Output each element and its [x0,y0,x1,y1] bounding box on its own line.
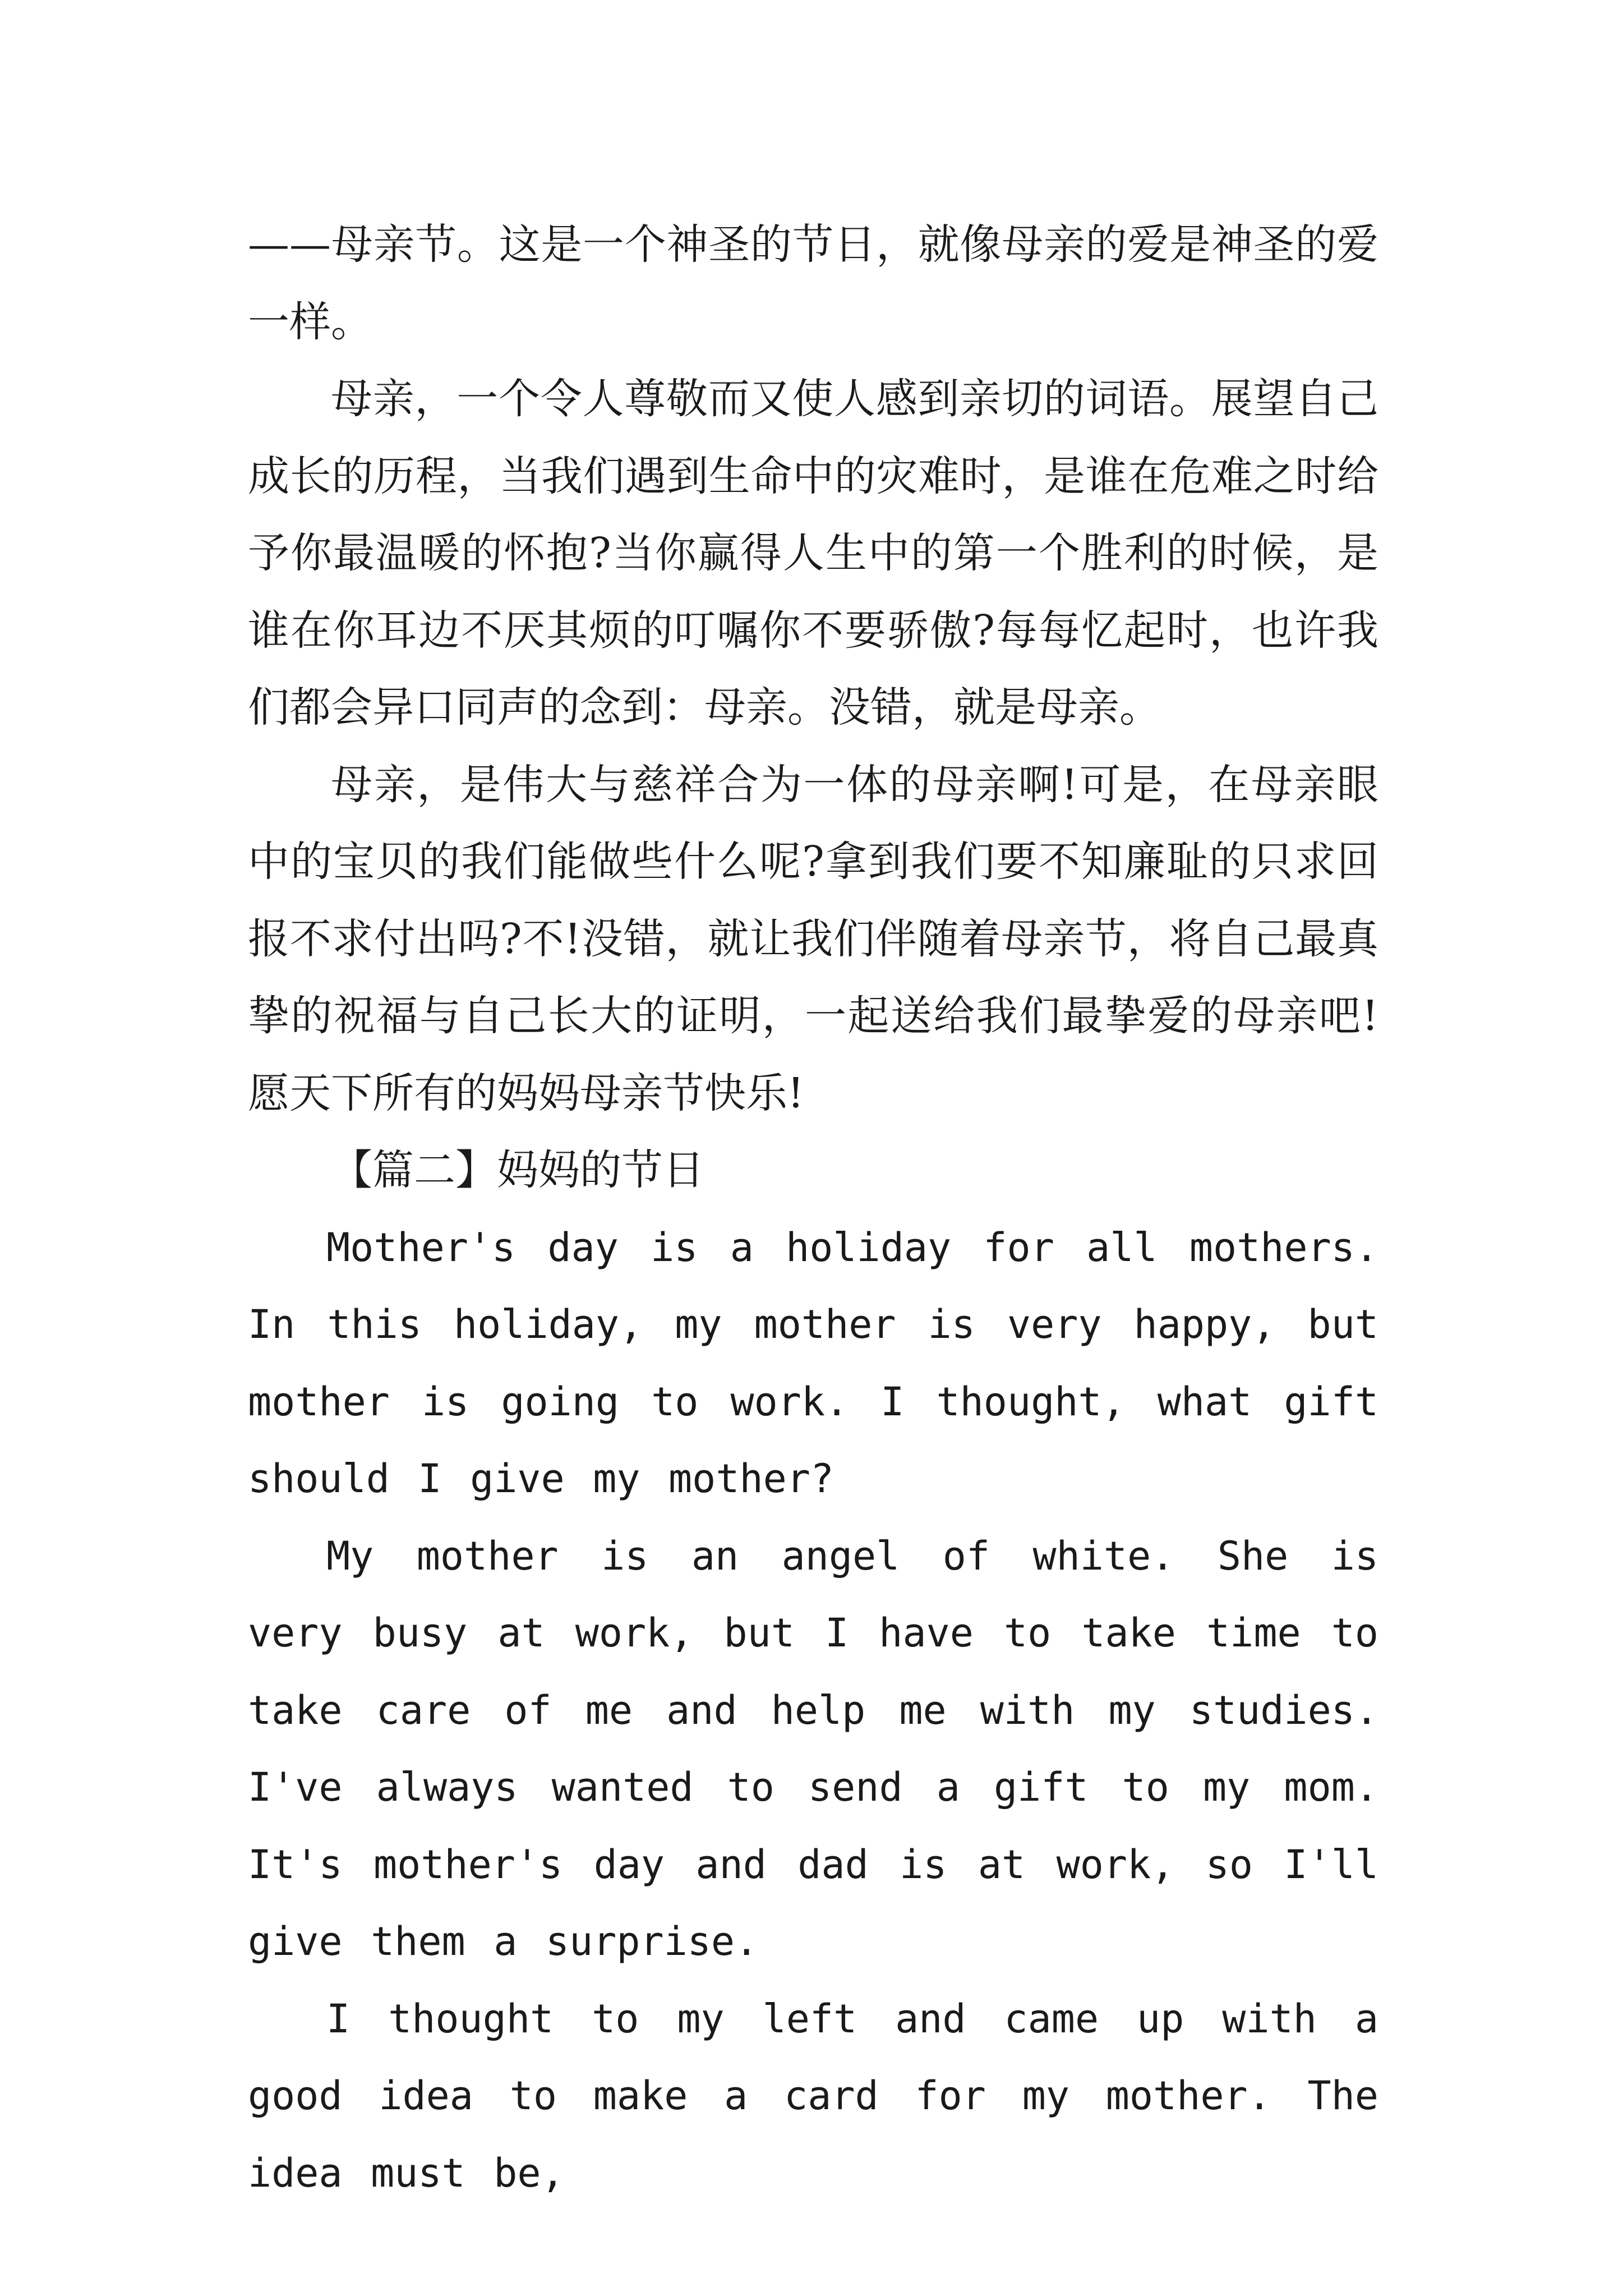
paragraph-mother-great: 母亲，是伟大与慈祥合为一体的母亲啊!可是，在母亲眼中的宝贝的我们能做些什么呢?拿到我们要不知廉耻的只求回报不求付出吗?不!没错，就让我们伴随着母亲节，将自己最真挚的祝福与自己长大的证明，一起送给我们最挚爱的母亲吧!愿天下所有的妈妈母亲节快乐! [248,760,1378,1117]
section-heading: 【篇二】妈妈的节日 [331,1146,704,1194]
paragraph-english-2: My mother is an angel of white. She is very busy at work, but I have to take time to take care of me and help me with my studies. I've always wanted to send a gift to my mom. It's mother's day and dad is at work, so I'll give them a surprise. [248,1533,1378,1964]
paragraph-mothers-day-intro: ——母亲节。这是一个神圣的节日，就像母亲的爱是神圣的爱一样。 [248,220,1378,346]
paragraph-mother-word: 母亲，一个令人尊敬而又使人感到亲切的词语。展望自己成长的历程，当我们遇到生命中的灾难时，是谁在危难之时给予你最温暖的怀抱?当你赢得人生中的第一个胜利的时候，是谁在你耳边不厌其烦的叮嘱你不要骄傲?每每忆起时，也许我们都会异口同声的念到：母亲。没错，就是母亲。 [248,375,1378,731]
paragraph-english-3: I thought to my left and came up with a good idea to make a card for my mother. The idea must be, [248,1995,1378,2196]
document-body [248,206,1378,2212]
paragraph-english-1: Mother's day is a holiday for all mothers. In this holiday, my mother is very happy, but mother is going to work. I thought, what gift should I give my mother? [248,1224,1378,1502]
